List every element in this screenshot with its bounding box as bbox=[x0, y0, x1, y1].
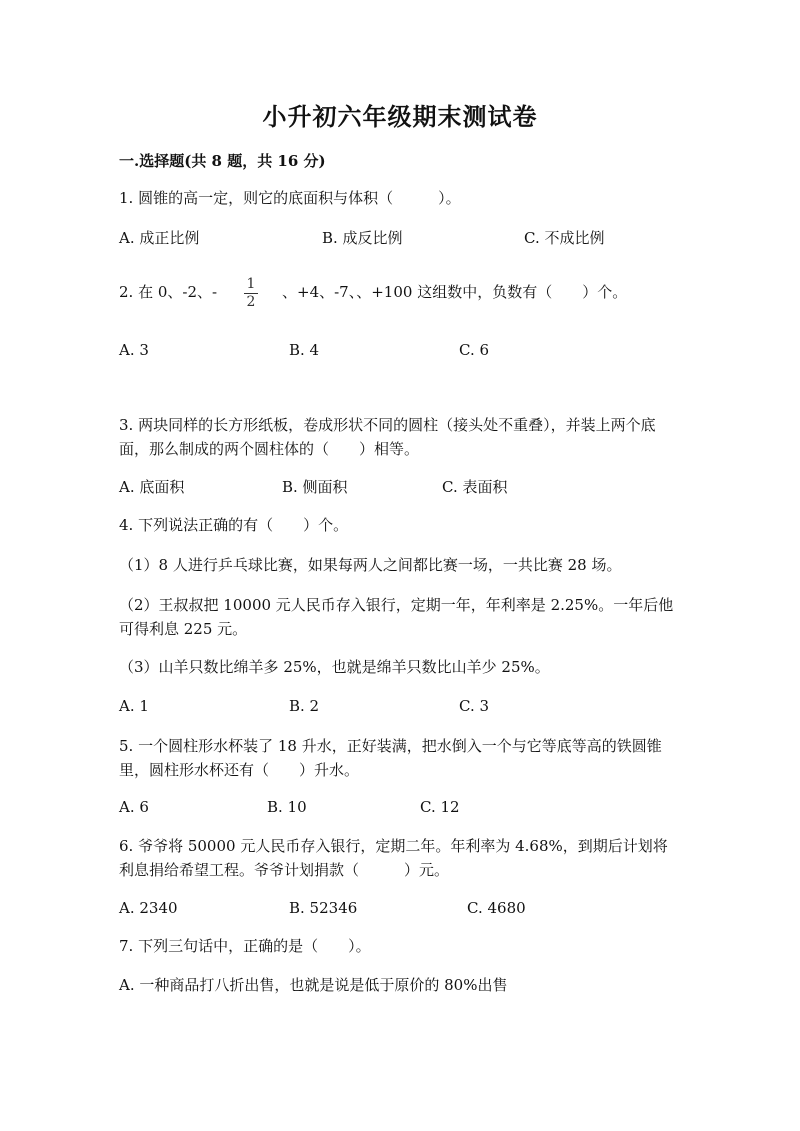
fraction-one-half bbox=[244, 276, 258, 311]
q2-option-a[interactable]: A. 3 bbox=[119, 341, 149, 359]
q4-option-c[interactable]: C. 3 bbox=[459, 697, 490, 715]
q2-option-c[interactable]: C. 6 bbox=[459, 341, 490, 359]
q3-option-b[interactable]: B. 侧面积 bbox=[282, 478, 348, 496]
q6-option-b[interactable]: B. 52346 bbox=[289, 899, 358, 917]
question-7: 7. 下列三句话中，正确的是（ ）。 bbox=[119, 937, 371, 955]
question-6: 6. 爷爷将 50000 元人民币存入银行，定期二年。年利率为 4.68%，到期后计划将利息捐给希望工程。爷爷计划捐款（ ）元。 bbox=[119, 837, 668, 879]
q1-option-a[interactable]: A. 成正比例 bbox=[119, 229, 200, 247]
q7-option-a[interactable]: A. 一种商品打八折出售，也就是说是低于原价的 80%出售 bbox=[119, 976, 508, 994]
q2-option-b[interactable]: B. 4 bbox=[289, 341, 320, 359]
question-3: 3. 两块同样的长方形纸板，卷成形状不同的圆柱（接头处不重叠），并装上两个底面，那么制成的两个圆柱体的（ ）相等。 bbox=[119, 416, 656, 458]
question-5: 5. 一个圆柱形水杯装了 18 升水，正好装满，把水倒入一个与它等底等高的铁圆锥里，圆柱形水杯还有（ ）升水。 bbox=[119, 737, 662, 779]
q4-statement-1: （1）8 人进行乒乓球比赛，如果每两人之间都比赛一场，一共比赛 28 场。 bbox=[119, 556, 622, 574]
q5-option-a[interactable]: A. 6 bbox=[119, 798, 149, 816]
question-2-part1: 2. 在 0、-2、- bbox=[119, 283, 218, 301]
q3-option-c[interactable]: C. 表面积 bbox=[442, 478, 508, 496]
q4-option-b[interactable]: B. 2 bbox=[289, 697, 320, 715]
q4-statement-3: （3）山羊只数比绵羊多 25%，也就是绵羊只数比山羊少 25%。 bbox=[119, 658, 550, 676]
question-4: 4. 下列说法正确的有（ ）个。 bbox=[119, 516, 349, 534]
q1-option-b[interactable]: B. 成反比例 bbox=[322, 229, 403, 247]
q5-option-c[interactable]: C. 12 bbox=[420, 798, 460, 816]
q3-option-a[interactable]: A. 底面积 bbox=[119, 478, 185, 496]
q6-option-a[interactable]: A. 2340 bbox=[119, 899, 178, 917]
q1-option-c[interactable]: C. 不成比例 bbox=[524, 229, 605, 247]
question-1: 1. 圆锥的高一定，则它的底面积与体积（ ）。 bbox=[119, 189, 461, 207]
page-title: 小升初六年级期末测试卷 bbox=[262, 102, 538, 131]
q4-option-a[interactable]: A. 1 bbox=[119, 697, 149, 715]
section-heading: 一.选择题(共 8 题，共 16 分) bbox=[119, 152, 326, 170]
fraction-denominator: 2 bbox=[246, 294, 256, 310]
question-2-part2: 、+4、-7、、+100 这组数中，负数有（ ）个。 bbox=[282, 283, 628, 301]
q4-statement-2: （2）王叔叔把 10000 元人民币存入银行，定期一年，年利率是 2.25%。一年后他可得利息 225 元。 bbox=[119, 596, 674, 638]
q5-option-b[interactable]: B. 10 bbox=[267, 798, 307, 816]
q6-option-c[interactable]: C. 4680 bbox=[467, 899, 526, 917]
fraction-numerator: 1 bbox=[244, 276, 258, 294]
